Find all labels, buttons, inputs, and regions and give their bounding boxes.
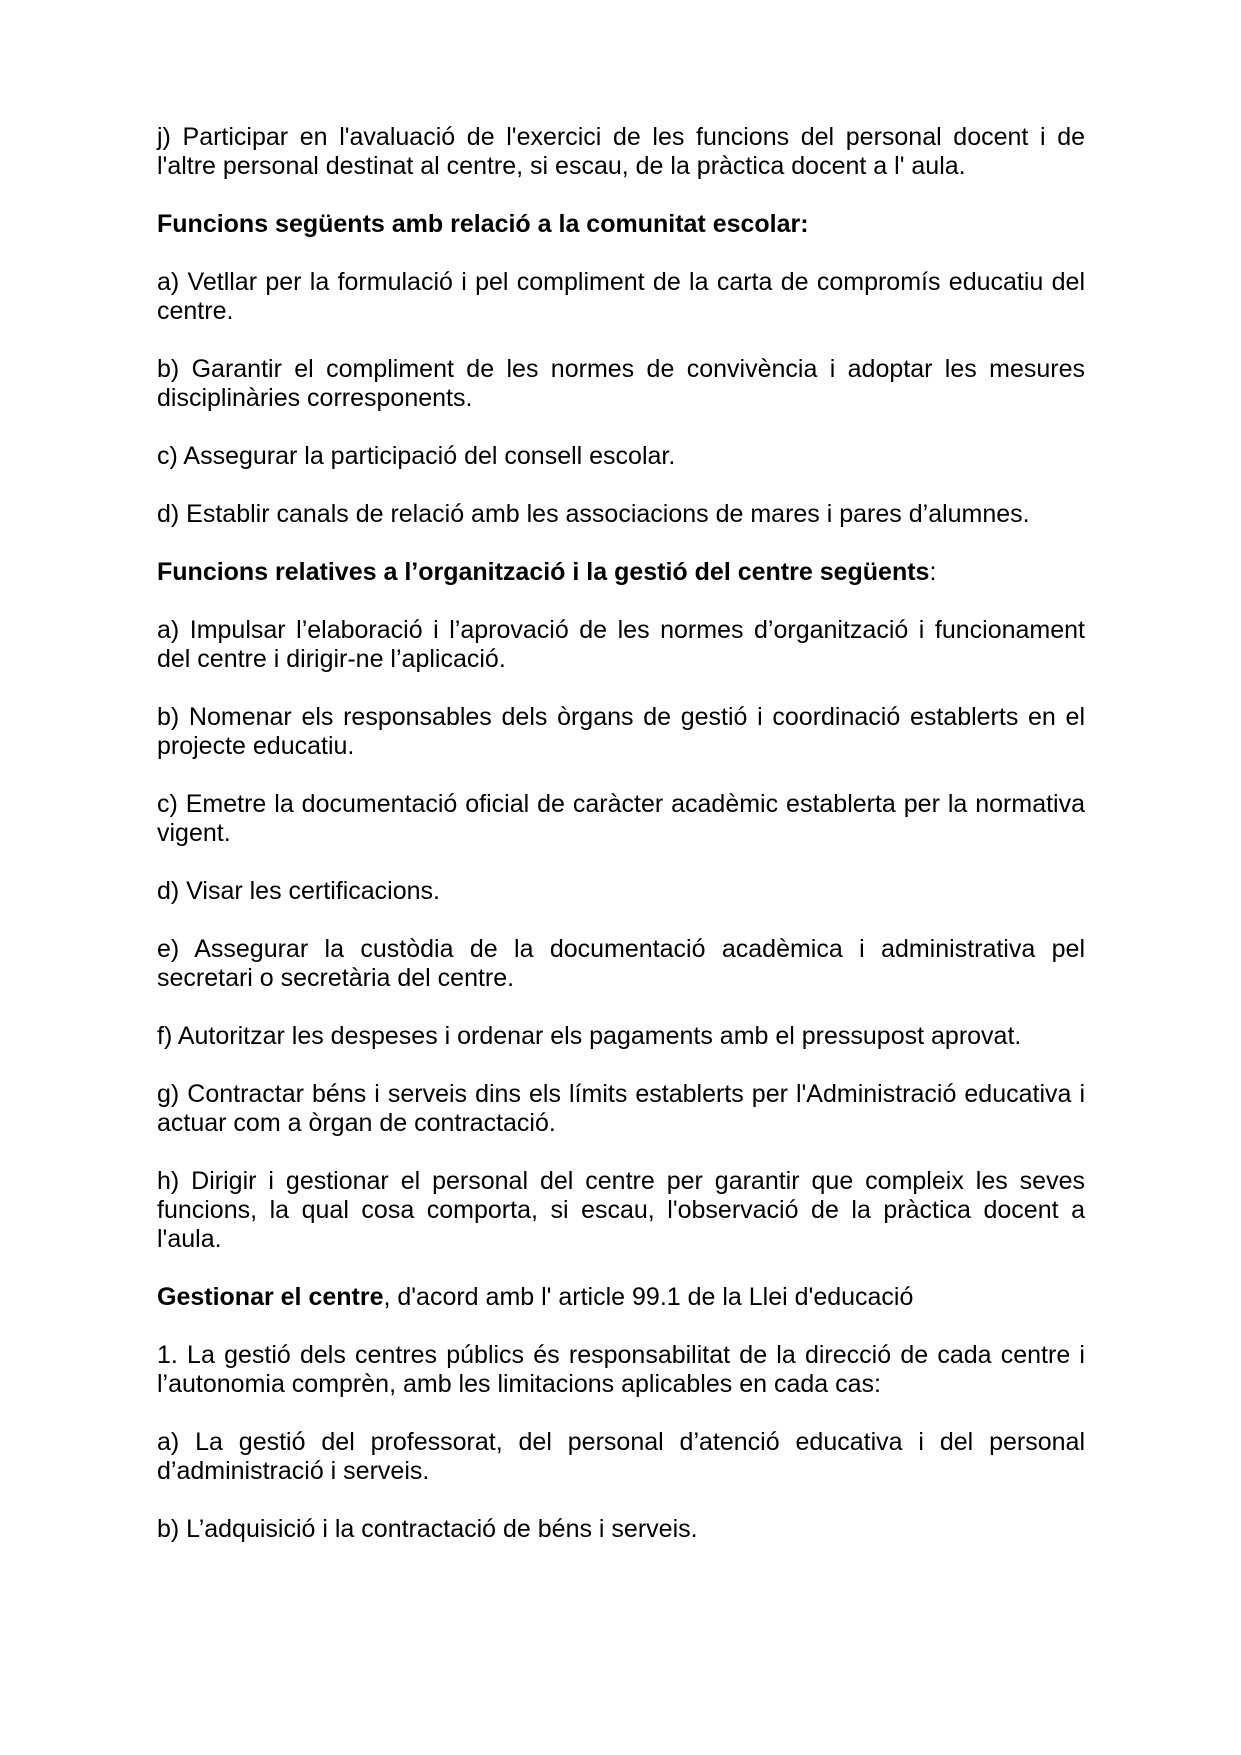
para-1-gestio-centres-publics: 1. La gestió dels centres públics és responsabilitat de la direcció de cada centre i l’autonomia comprèn, amb les limitacions aplicables en cada cas: (157, 1341, 1085, 1398)
item-h-dirigir: h) Dirigir i gestionar el personal del centre per garantir que compleix les seves funcions, la qual cosa comporta, si escau, l'observació de la pràctica docent a l'aula. (157, 1167, 1085, 1253)
item-e-assegurar-custodia: e) Assegurar la custòdia de la documentació acadèmica i administrativa pel secretari o secretària del centre. (157, 935, 1085, 992)
para-j-avaluacio: j) Participar en l'avaluació de l'exercici de les funcions del personal docent i de l'altre personal destinat al centre, si escau, de la pràctica docent a l' aula. (157, 123, 1085, 180)
item-b-adquisicio: b) L’adquisició i la contractació de béns i serveis. (157, 1515, 698, 1543)
heading-funcions-comunitat-escolar: Funcions següents amb relació a la comunitat escolar: (157, 210, 809, 238)
gestionar-regular-text: , d'acord amb l' article 99.1 de la Llei d'educació (383, 1283, 914, 1311)
item-a-gestio-professorat: a) La gestió del professorat, del personal d’atenció educativa i del personal d’administració i serveis. (157, 1428, 1085, 1485)
heading-bold-text: Funcions relatives a l’organització i la gestió del centre següents (157, 558, 930, 586)
item-d-establir-canals: d) Establir canals de relació amb les associacions de mares i pares d’alumnes. (157, 500, 1030, 528)
item-a-vetllar: a) Vetllar per la formulació i pel compliment de la carta de compromís educatiu del centre. (157, 268, 1085, 325)
gestionar-bold-text: Gestionar el centre (157, 1283, 384, 1311)
item-g-contractar: g) Contractar béns i serveis dins els límits establerts per l'Administració educativa i actuar com a òrgan de contractació. (157, 1080, 1085, 1137)
item-b-nomenar: b) Nomenar els responsables dels òrgans de gestió i coordinació establerts en el projecte educatiu. (157, 703, 1085, 760)
item-f-autoritzar: f) Autoritzar les despeses i ordenar els pagaments amb el pressupost aprovat. (157, 1022, 1022, 1050)
para-gestionar-el-centre (157, 1283, 1085, 1312)
heading-colon: : (929, 558, 937, 586)
item-d-visar: d) Visar les certificacions. (157, 877, 440, 905)
item-b-garantir: b) Garantir el compliment de les normes de convivència i adoptar les mesures disciplinàries corresponents. (157, 355, 1085, 412)
item-c-emetre: c) Emetre la documentació oficial de caràcter acadèmic establerta per la normativa vigent. (157, 790, 1085, 847)
item-a-impulsar: a) Impulsar l’elaboració i l’aprovació de les normes d’organització i funcionament del centre i dirigir-ne l’aplicació. (157, 616, 1085, 673)
item-c-assegurar-participacio: c) Assegurar la participació del consell escolar. (157, 442, 676, 470)
heading-funcions-organitzacio-gestio (157, 558, 1085, 587)
